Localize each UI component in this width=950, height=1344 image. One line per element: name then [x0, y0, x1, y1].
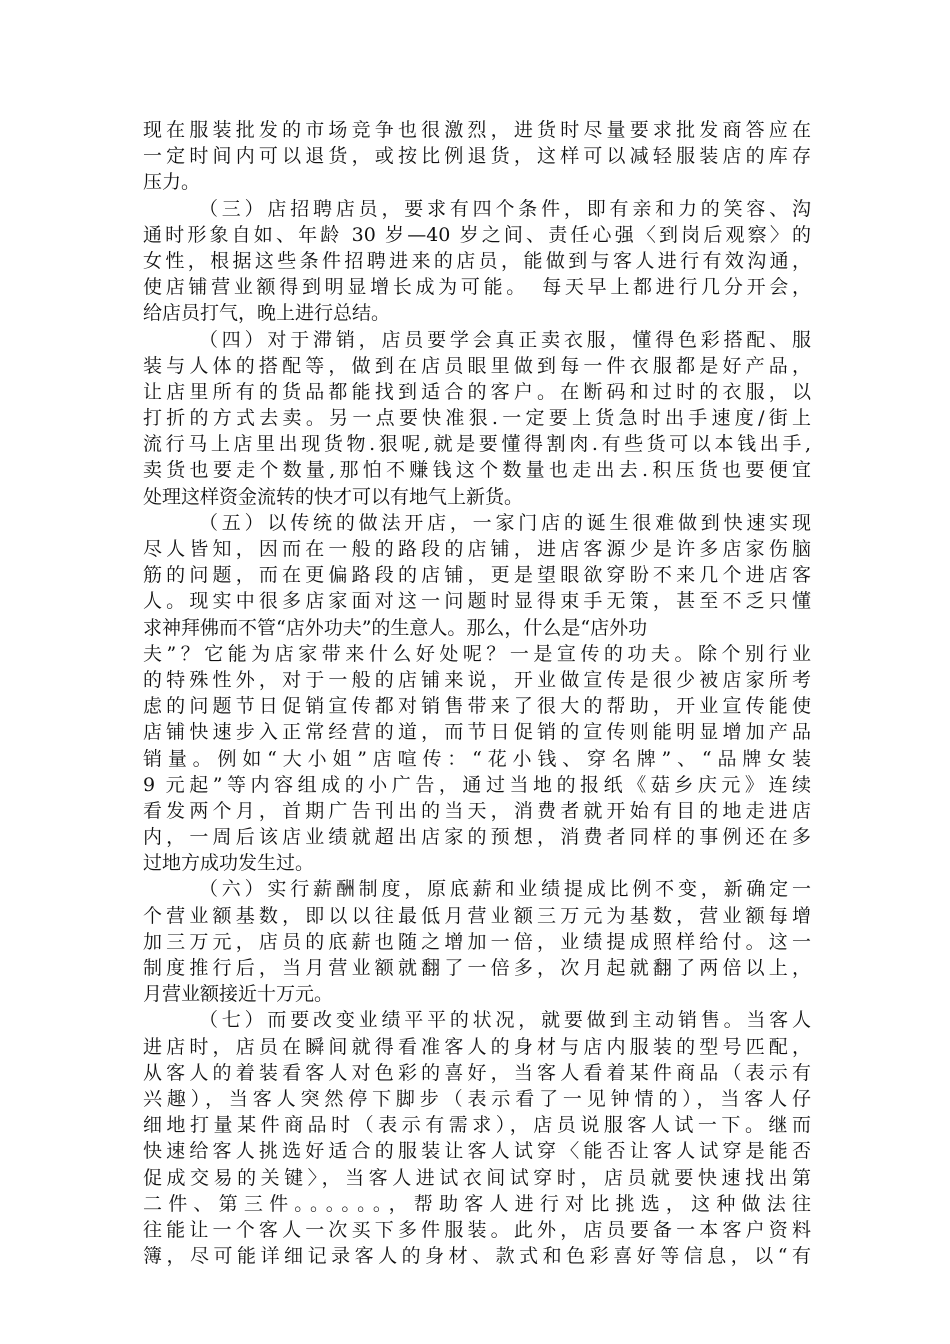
text-line: 装与人体的搭配等，做到在店员眼里做到每一件衣服都是好产品， — [143, 354, 811, 377]
text-line: 进店时，店员在瞬间就得看准客人的身材与店内服装的型号匹配， — [143, 1035, 811, 1058]
text-line: 店铺快速步入正常经营的道，而节日促销的宣传则能明显增加产品 — [143, 721, 811, 744]
text-line: 压力。 — [143, 171, 201, 194]
document-page — [143, 117, 811, 1269]
text-line: 处理这样资金流转的快才可以有地气上新货。 — [143, 485, 524, 508]
text-line: 筋的问题，而在更偏路段的店铺，更是望眼欲穿盼不来几个进店客 — [143, 564, 811, 587]
text-line: 尽人皆知，因而在一般的路段的店铺，进店客源少是许多店家伤脑 — [143, 538, 811, 560]
text-line: （五）以传统的做法开店，一家门店的诞生很难做到快速实现 — [199, 511, 811, 534]
text-line: 过地方成功发生过。 — [143, 852, 315, 875]
text-line: 兴趣），当客人突然停下脚步（表示看了一见钟情的），当客人仔 — [143, 1087, 811, 1110]
text-line: 加三万元，店员的底薪也随之增加一倍，业绩提成照样给付。这一 — [143, 930, 811, 953]
text-line: 制度推行后，当月营业额就翻了一倍多，次月起就翻了两倍以上， — [143, 957, 811, 979]
text-line: 销量。例如“大小姐”店喧传：“花小钱、穿名牌”、“品牌女装 — [143, 747, 811, 770]
text-line: 让店里所有的货品都能找到适合的客户。在断码和过时的衣服，以 — [143, 380, 811, 403]
text-line: 虑的问题节日促销宣传都对销售带来了很大的帮助，开业宣传能使 — [143, 695, 811, 718]
text-line: 二件、第三件。。。。。。，帮助客人进行对比挑选，这种做法往 — [143, 1192, 811, 1215]
text-line: 月营业额接近十万元。 — [143, 983, 334, 1006]
text-line: 快速给客人挑选好适合的服装让客人试穿〈能否让客人试穿是能否 — [143, 1140, 811, 1163]
text-line: （四）对于滞销，店员要学会真正卖衣服，懂得色彩搭配、服 — [199, 328, 811, 351]
text-line: 使店铺营业额得到明显增长成为可能。 每天早上都进行几分开会， — [143, 276, 811, 299]
text-line: 女性，根据这些条件招聘进来的店员，能做到与客人进行有效沟通， — [143, 249, 811, 272]
text-line: （三）店招聘店员，要求有四个条件，即有亲和力的笑容、沟 — [199, 197, 811, 220]
text-line: 卖货也要走个数量,那怕不赚钱这个数量也走出去.积压货也要便宜 — [143, 459, 811, 482]
text-line: 流行马上店里出现货物.狠呢,就是要懂得割肉.有些货可以本钱出手, — [143, 433, 811, 456]
text-line: 簿，尽可能详细记录客人的身材、款式和色彩喜好等信息，以“有 — [143, 1245, 811, 1268]
text-line: 细地打量某件商品时（表示有需求），店员说服客人试一下。继而 — [143, 1114, 811, 1137]
text-line: （七）而要改变业绩平平的状况，就要做到主动销售。当客人 — [199, 1009, 811, 1032]
text-line: 求神拜佛而不管“店外功夫”的生意人。那么，什么是“店外功 — [143, 616, 648, 639]
text-line: 给店员打气，晚上进行总结。 — [143, 302, 391, 325]
text-line: 人。现实中很多店家面对这一问题时显得束手无策，甚至不乏只懂 — [143, 590, 811, 613]
text-line: 看发两个月，首期广告刊出的当天，消费者就开始有目的地走进店 — [143, 799, 811, 822]
text-line: 夫”？它能为店家带来什么好处呢？一是宣传的功夫。除个别行业 — [143, 642, 811, 665]
text-line: 9 元起”等内容组成的小广告，通过当地的报纸《菇乡庆元》连续 — [143, 773, 811, 796]
text-line: 现在服装批发的市场竞争也很激烈，进货时尽量要求批发商答应在 — [143, 119, 811, 141]
text-line: 内，一周后该店业绩就超出店家的预想，消费者同样的事例还在多 — [143, 826, 811, 849]
text-line: （六）实行薪酬制度，原底薪和业绩提成比例不变，新确定一 — [199, 878, 811, 901]
text-line: 往能让一个客人一次买下多件服装。此外，店员要备一本客户资料 — [143, 1218, 811, 1241]
text-line: 打折的方式去卖。另一点要快准狠.一定要上货急时出手速度/街上 — [143, 407, 811, 430]
text-line: 一定时间内可以退货，或按比例退货，这样可以减轻服装店的库存 — [143, 145, 811, 168]
text-line: 个营业额基数，即以以往最低月营业额三万元为基数，营业额每增 — [143, 904, 811, 927]
text-line: 从客人的着装看客人对色彩的喜好，当客人看着某件商品（表示有 — [143, 1061, 811, 1084]
text-line: 通时形象自如、年龄 30 岁—40 岁之间、责任心强〈到岗后观察〉的 — [143, 223, 811, 246]
text-line: 促成交易的关键〉，当客人进试衣间试穿时，店员就要快速找出第 — [143, 1166, 811, 1189]
text-line: 的特殊性外，对于一般的店铺来说，开业做宣传是很少被店家所考 — [143, 668, 811, 691]
